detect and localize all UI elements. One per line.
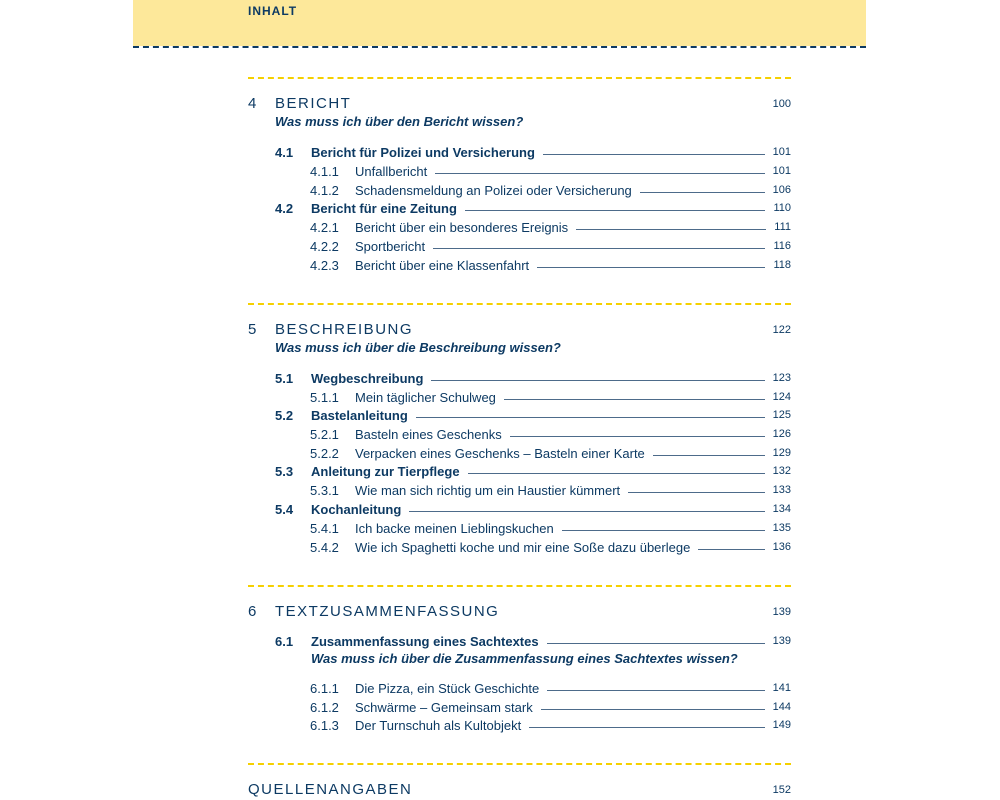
leader-line (640, 192, 765, 193)
toc-entry[interactable] (248, 631, 791, 649)
page-number: 132 (772, 465, 791, 477)
chapter-number: 5 (248, 321, 257, 338)
entry-number: 4.2 (275, 201, 294, 216)
leader-line (510, 436, 765, 437)
chapter-question: Was muss ich über die Beschreibung wissen? (275, 340, 561, 355)
toc-entry[interactable] (248, 518, 791, 536)
toc-entry[interactable] (248, 387, 791, 405)
toc-entry[interactable] (248, 217, 791, 235)
entry-title: Bericht über eine Klassenfahrt (355, 258, 530, 273)
toc-entry[interactable] (248, 142, 791, 160)
entry-title: Schwärme – Gemeinsam stark (355, 700, 533, 715)
page-number: 144 (772, 701, 791, 713)
toc-chapter-beschreibung[interactable] (248, 320, 791, 338)
entry-number: 6.1.1 (310, 681, 339, 696)
entry-number: 6.1 (275, 634, 294, 649)
entry-number: 4.1.1 (310, 164, 339, 179)
page-number: 126 (772, 428, 791, 440)
leader-line (504, 399, 765, 400)
entry-number: 6.1.2 (310, 700, 339, 715)
entry-title: Mein täglicher Schulweg (355, 390, 496, 405)
entry-title: Ich backe meinen Lieblingskuchen (355, 521, 554, 536)
entry-title: Wegbeschreibung (311, 371, 424, 386)
chapter-title: TEXTZUSAMMENFASSUNG (275, 603, 500, 620)
page-number: 129 (772, 447, 791, 459)
leader-line (543, 154, 765, 155)
entry-number: 6.1.3 (310, 718, 339, 733)
page-number: 116 (773, 240, 791, 252)
leader-line (653, 455, 765, 456)
entry-title: Die Pizza, ein Stück Geschichte (355, 681, 540, 696)
entry-title: Basteln eines Geschenks (355, 427, 502, 442)
page-number: 123 (772, 372, 791, 384)
page-number: 122 (772, 324, 791, 336)
chapter-question: Was muss ich über die Zusammenfassung eines Sachtextes wissen? (311, 651, 738, 666)
entry-number: 5.2.1 (310, 427, 339, 442)
leader-line (433, 248, 765, 249)
entry-title: Sportbericht (355, 239, 426, 254)
toc-entry[interactable] (248, 180, 791, 198)
page-number: 106 (772, 184, 791, 196)
entry-title: Anleitung zur Tierpflege (311, 464, 460, 479)
page-number: 134 (772, 503, 791, 515)
chapter-title: QUELLENANGABEN (248, 781, 413, 798)
leader-line (547, 690, 764, 691)
page-number: 135 (772, 522, 791, 534)
leader-line (431, 380, 764, 381)
page-number: 141 (772, 682, 791, 694)
chapter-title: BERICHT (275, 95, 352, 112)
chapter-question: Was muss ich über den Bericht wissen? (275, 114, 524, 129)
chapter-number: 6 (248, 603, 257, 620)
entry-title: Der Turnschuh als Kultobjekt (355, 718, 522, 733)
chapter-divider (248, 763, 791, 765)
toc-entry[interactable] (248, 697, 791, 715)
leader-line (537, 267, 765, 268)
page-number: 101 (772, 146, 791, 158)
entry-title: Unfallbericht (355, 164, 428, 179)
toc-entry[interactable] (248, 161, 791, 179)
page-number: 136 (772, 541, 791, 553)
entry-number: 4.2.3 (310, 258, 339, 273)
toc-entry[interactable] (248, 255, 791, 273)
chapter-title: BESCHREIBUNG (275, 321, 414, 338)
toc-entry[interactable] (248, 537, 791, 555)
toc-entry[interactable] (248, 443, 791, 461)
entry-title: Schadensmeldung an Polizei oder Versicherung (355, 183, 632, 198)
entry-title: Wie ich Spaghetti koche und mir eine Soße dazu überlege (355, 540, 691, 555)
page-number: 139 (772, 635, 791, 647)
toc-chapter-textzusammenfassung[interactable] (248, 602, 791, 620)
leader-line (698, 549, 764, 550)
toc-entry[interactable] (248, 236, 791, 254)
leader-line (409, 511, 764, 512)
page-number: 100 (772, 98, 791, 110)
entry-number: 5.2.2 (310, 446, 339, 461)
entry-number: 5.3.1 (310, 483, 339, 498)
entry-title: Zusammenfassung eines Sachtextes (311, 634, 539, 649)
entry-number: 5.4.1 (310, 521, 339, 536)
chapter-divider (248, 585, 791, 587)
leader-line (465, 210, 766, 211)
entry-number: 4.2.1 (310, 220, 339, 235)
leader-line (435, 173, 764, 174)
entry-number: 5.1.1 (310, 390, 339, 405)
toc-entry[interactable] (248, 368, 791, 386)
page-number: 133 (772, 484, 791, 496)
header-divider (133, 46, 866, 48)
chapter-number: 4 (248, 95, 257, 112)
entry-title: Wie man sich richtig um ein Haustier kümmert (355, 483, 621, 498)
leader-line (541, 709, 765, 710)
entry-title: Bericht über ein besonderes Ereignis (355, 220, 569, 235)
leader-line (416, 417, 765, 418)
page-number: 110 (773, 202, 791, 214)
chapter-divider (248, 77, 791, 79)
leader-line (529, 727, 764, 728)
page-number: 111 (774, 221, 791, 233)
page-number: 152 (772, 784, 791, 796)
page-number: 125 (772, 409, 791, 421)
page-number: 101 (772, 165, 791, 177)
entry-number: 4.1 (275, 145, 294, 160)
toc-entry[interactable] (248, 405, 791, 423)
leader-line (628, 492, 765, 493)
entry-number: 5.3 (275, 464, 294, 479)
toc-entry[interactable] (248, 424, 791, 442)
page-number: 124 (772, 391, 791, 403)
leader-line (547, 643, 765, 644)
entry-number: 5.4.2 (310, 540, 339, 555)
toc-entry[interactable] (248, 715, 791, 733)
entry-title: Bericht für eine Zeitung (311, 201, 457, 216)
toc-entry[interactable] (248, 499, 791, 517)
page-number: 149 (772, 719, 791, 731)
leader-line (576, 229, 766, 230)
toc-entry[interactable] (248, 678, 791, 696)
toc-entry[interactable] (248, 461, 791, 479)
toc-entry[interactable] (248, 480, 791, 498)
toc-chapter-quellenangaben[interactable] (248, 780, 791, 798)
leader-line (468, 473, 765, 474)
header-band (133, 0, 866, 46)
entry-title: Bericht für Polizei und Versicherung (311, 145, 535, 160)
entry-number: 5.1 (275, 371, 294, 386)
chapter-divider (248, 303, 791, 305)
entry-number: 4.1.2 (310, 183, 339, 198)
entry-title: Verpacken eines Geschenks – Basteln einer Karte (355, 446, 645, 461)
page-number: 118 (773, 259, 791, 271)
toc-chapter-bericht[interactable] (248, 94, 791, 112)
entry-number: 5.4 (275, 502, 294, 517)
entry-number: 5.2 (275, 408, 294, 423)
header-label: INHALT (248, 4, 298, 18)
entry-number: 4.2.2 (310, 239, 339, 254)
entry-title: Kochanleitung (311, 502, 402, 517)
toc-entry[interactable] (248, 198, 791, 216)
page-number: 139 (772, 606, 791, 618)
leader-line (562, 530, 765, 531)
entry-title: Bastelanleitung (311, 408, 408, 423)
